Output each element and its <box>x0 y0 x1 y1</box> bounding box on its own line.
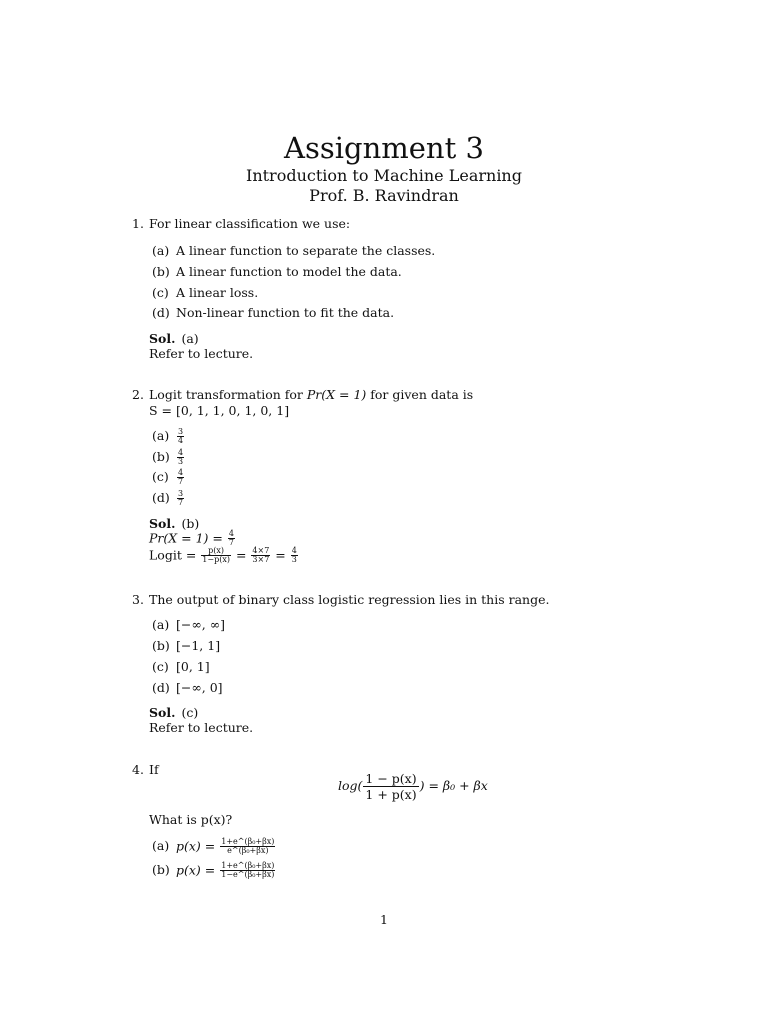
solution-work-line1: Pr(X = 1) = $\frac{4}{7}$ <box>149 529 234 548</box>
option-d: (d) $\frac{3}{7}$ <box>152 489 184 508</box>
solution-work-line2: Logit = $\frac{p(x)}{1-p(x)}$ = $\frac{4\times 7}{3\times 7}$ = $\frac{4}{3}$ <box>149 546 297 565</box>
question-number: 2. <box>132 387 144 402</box>
option-d: (d) Non-linear function to fit the data. <box>152 305 395 320</box>
option-a: (a) [−∞, ∞] <box>152 617 225 632</box>
question-number: 3. <box>132 592 144 607</box>
option-b: (b) [−1, 1] <box>152 638 221 653</box>
solution: Sol. (b) <box>149 516 200 531</box>
option-c: (c) A linear loss. <box>152 285 259 300</box>
option-c: (c) [0, 1] <box>152 659 210 674</box>
question-text: The output of binary class logistic regression lies in this range. <box>149 592 550 607</box>
option-b: (b) A linear function to model the data. <box>152 264 402 279</box>
question-prompt: What is p(x)? <box>149 812 233 827</box>
solution-explanation: Refer to lecture. <box>149 346 254 361</box>
option-a: (a) A linear function to separate the classes. <box>152 243 436 258</box>
option-c: (c) $\frac{4}{7}$ <box>152 468 184 487</box>
solution: Sol. (c) <box>149 705 199 720</box>
assignment-title: Assignment 3 <box>284 131 484 165</box>
data-line: S = [0, 1, 1, 0, 1, 0, 1] <box>149 403 290 418</box>
question-text: For linear classification we use: <box>149 216 351 231</box>
page-number: 1 <box>380 912 388 927</box>
question-number: 4. <box>132 762 144 777</box>
course-name: Introduction to Machine Learning <box>246 166 522 185</box>
option-a: (a) $\frac{3}{4}$ <box>152 427 184 446</box>
question-number: 1. <box>132 216 144 231</box>
option-b: (b) $\frac{4}{3}$ <box>152 448 184 467</box>
solution-explanation: Refer to lecture. <box>149 720 254 735</box>
question-text: If <box>149 762 159 777</box>
option-b: (b) p(x) = $\frac{\text{1+e\textasciicircum{}(β₀+βx)}}{\text{1−e\textasciicircum{}(β₀+βx)}}$ <box>152 861 275 880</box>
option-a: (a) p(x) = $\frac{\text{1+e\textasciicircum{}(β₀+βx)}}{\text{e\textasciicircum{}(β₀+βx)}}$ <box>152 837 275 856</box>
display-equation: log( $\frac{1 - p(x)}{1 + p(x)}$ ) = β₀ + βx <box>338 771 488 802</box>
professor-name: Prof. B. Ravindran <box>309 186 459 205</box>
solution: Sol. (a) <box>149 331 199 346</box>
option-d: (d) [−∞, 0] <box>152 680 223 695</box>
question-text: Logit transformation for Pr(X = 1) for given data is <box>149 387 474 402</box>
